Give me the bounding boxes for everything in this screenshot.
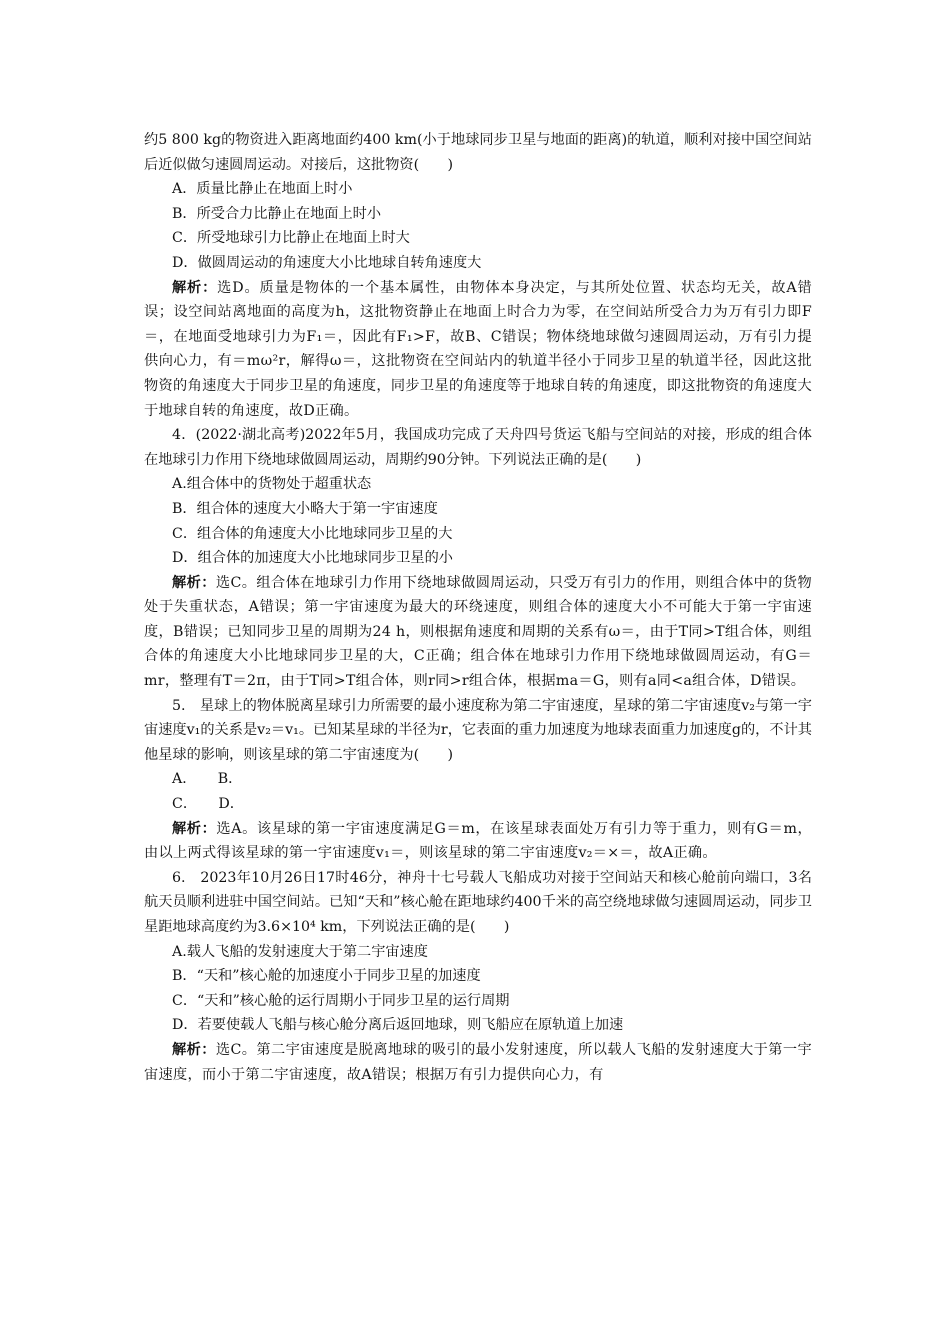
question-6-option-b: B．“天和”核心舱的加速度小于同步卫星的加速度	[172, 968, 481, 985]
solution-label: 解析：	[172, 574, 216, 591]
question-4-option-d: D．组合体的加速度大小比地球同步卫星的小	[172, 550, 453, 567]
question-6-option-a: A.载人飞船的发射速度大于第二宇宙速度	[172, 943, 428, 960]
question-3-option-c: C．所受地球引力比静止在地面上时大	[172, 230, 410, 247]
solution-label: 解析：	[172, 820, 217, 837]
solution-text: 选D。质量是物体的一个基本属性，由物体本身决定，与其所处位置、状态均无关，故A错误；设空间站离地面的高度为h，这批物资静止在地面上时合力为零，在空间站所受合力为万有引力即F＝，在地面受地球引力为F₁＝，因此有F₁>F，故B、C错误；物体绕地球做匀速圆周运动，万有引力提供向心力，有＝mω²r，解得ω＝，这批物资在空间站内的轨道半径小于同步卫星的轨道半径，因此这批物资的角速度大于同步卫星的角速度，同步卫星的角速度等于地球自转的角速度，即这批物资的角速度大于地球自转的角速度，故D正确。	[144, 279, 813, 419]
question-4-option-a: A.组合体中的货物处于超重状态	[172, 476, 372, 493]
document-page	[144, 128, 812, 1087]
question-3-stem: 约5 800 kg的物资进入距离地面约400 km(小于地球同步卫星与地面的距离)的轨道，顺利对接中国空间站后近似做匀速圆周运动。对接后，这批物资( )	[144, 132, 812, 173]
question-4	[144, 423, 812, 694]
question-5-options-cd: C． D．	[172, 796, 244, 813]
solution-label: 解析：	[172, 279, 218, 296]
question-6-solution	[144, 1038, 812, 1087]
question-6-option-c: C．“天和”核心舱的运行周期小于同步卫星的运行周期	[172, 992, 510, 1009]
question-3-option-b: B．所受合力比静止在地面上时小	[172, 205, 382, 222]
question-6	[144, 866, 812, 1087]
question-4-solution	[144, 571, 812, 694]
question-5-options-ab: A． B．	[172, 771, 243, 788]
solution-text: 选C。组合体在地球引力作用下绕地球做圆周运动，只受万有引力的作用，则组合体中的货物处于失重状态，A错误；第一宇宙速度为最大的环绕速度，则组合体的速度大小不可能大于第一宇宙速度，B错误；已知同步卫星的周期为24 h，则根据角速度和周期的关系有ω＝，由于T同>T组合体，则组合体的角速度大小比地球同步卫星的大，C正确；组合体在地球引力作用下绕地球做圆周运动，有G＝mr，整理有T＝2π，由于T同>T组合体，则r同>r组合体，根据ma＝G，则有a同<a组合体，D错误。	[144, 574, 812, 690]
question-6-stem: 6. 2023年10月26日17时46分，神舟十七号载人飞船成功对接于空间站天和核心舱前向端口，3名航天员顺利进驻中国空间站。已知“天和”核心舱在距地球约400千米的高空绕地球做匀速圆周运动，同步卫星距地球高度约为3.6×10⁴ km，下列说法正确的是( )	[144, 869, 812, 935]
question-3-solution	[144, 276, 812, 424]
question-4-option-b: B．组合体的速度大小略大于第一宇宙速度	[172, 500, 438, 517]
question-3	[144, 128, 812, 423]
solution-text: 选A。该星球的第一宇宙速度满足G＝m，在该星球表面处万有引力等于重力，则有G＝m，由以上两式得该星球的第一宇宙速度v₁＝，则该星球的第二宇宙速度v₂＝×＝，故A正确。	[144, 820, 812, 862]
question-5-solution	[144, 817, 812, 866]
question-6-option-d: D．若要使载人飞船与核心舱分离后返回地球，则飞船应在原轨道上加速	[172, 1017, 624, 1034]
question-3-option-d: D．做圆周运动的角速度大小比地球自转角速度大	[172, 254, 482, 271]
question-4-option-c: C．组合体的角速度大小比地球同步卫星的大	[172, 525, 453, 542]
solution-label: 解析：	[172, 1041, 216, 1058]
question-4-stem: 4．(2022·湖北高考)2022年5月，我国成功完成了天舟四号货运飞船与空间站的对接，形成的组合体在地球引力作用下绕地球做圆周运动，周期约90分钟。下列说法正确的是( )	[144, 427, 812, 468]
question-3-option-a: A．质量比静止在地面上时小	[172, 181, 353, 198]
question-5-stem: 5. 星球上的物体脱离星球引力所需要的最小速度称为第二宇宙速度，星球的第二宇宙速度v₂与第一宇宙速度v₁的关系是v₂＝v₁。已知某星球的半径为r，它表面的重力加速度为地球表面重力加速度g的，不计其他星球的影响，则该星球的第二宇宙速度为( )	[144, 697, 812, 763]
question-5	[144, 694, 812, 866]
solution-text: 选C。第二宇宙速度是脱离地球的吸引的最小发射速度，所以载人飞船的发射速度大于第一宇宙速度，而小于第二宇宙速度，故A错误；根据万有引力提供向心力，有	[144, 1041, 812, 1083]
